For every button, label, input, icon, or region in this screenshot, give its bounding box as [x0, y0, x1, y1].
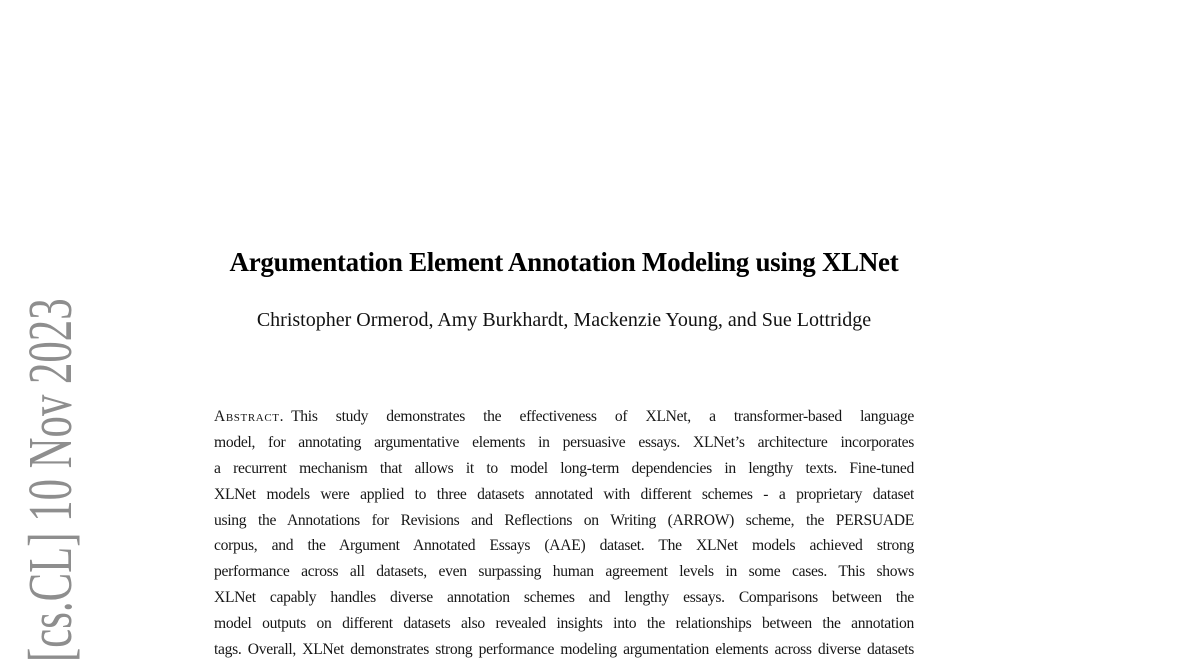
abstract-line: model, for annotating argumentative elements in persuasive essays. XLNet’s architecture incorporates [214, 433, 914, 451]
arxiv-stamp: [cs.CL] 10 Nov 2023 [17, 298, 85, 662]
abstract-line: XLNet capably handles diverse annotation schemes and lengthy essays. Comparisons between the [214, 589, 914, 607]
abstract-line: corpus, and the Argument Annotated Essays (AAE) dataset. The XLNet models achieved strong [214, 537, 914, 555]
abstract-line: XLNet models were applied to three datasets annotated with different schemes - a proprietary dataset [214, 485, 914, 503]
paper-authors: Christopher Ormerod, Amy Burkhardt, Mackenzie Young, and Sue Lottridge [256, 309, 872, 331]
abstract-line: a recurrent mechanism that allows it to model long-term dependencies in lengthy texts. Fine-tuned [214, 459, 914, 477]
abstract-line: using the Annotations for Revisions and Reflections on Writing (ARROW) scheme, the PERSUADE [214, 511, 914, 529]
abstract-line: model outputs on different datasets also revealed insights into the relationships between the annotation [214, 615, 914, 633]
abstract-label: Abstract. [214, 408, 285, 425]
abstract-line-partial: tags. Overall, XLNet demonstrates strong performance modeling argumentation elements across diverse datasets [214, 641, 914, 659]
paper-title: Argumentation Element Annotation Modeling using XLNet [229, 247, 899, 277]
paper-content [214, 0, 914, 659]
abstract-line-text: This study demonstrates the effectiveness of XLNet, a transformer-based language [291, 408, 914, 425]
paper-abstract [214, 404, 914, 663]
abstract-line [214, 404, 914, 430]
abstract-line: performance across all datasets, even surpassing human agreement levels in some cases. This shows [214, 563, 914, 581]
